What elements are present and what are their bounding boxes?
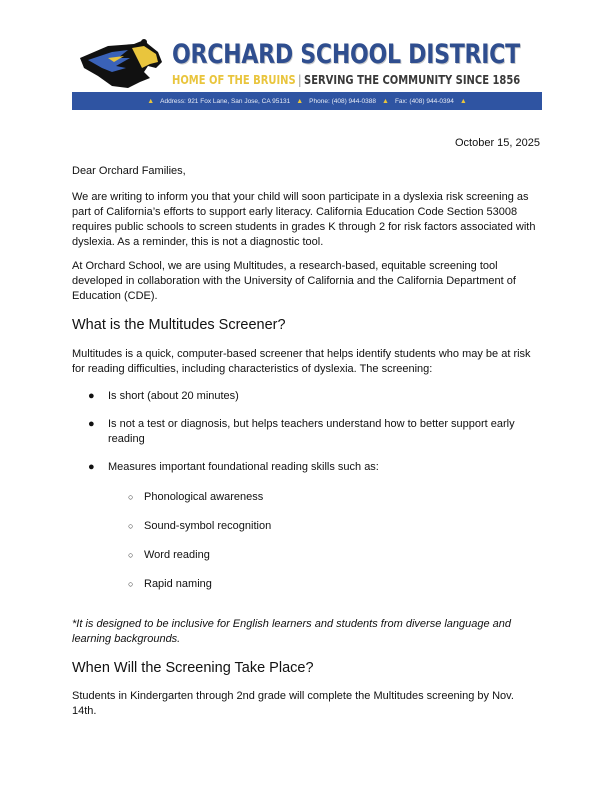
district-title-block <box>172 40 542 88</box>
paragraph-intro <box>72 190 540 250</box>
contact-address: Address: 921 Fox Lane, San Jose, CA 95131 <box>160 97 291 105</box>
sub-bullet-text: Rapid naming <box>144 578 212 590</box>
paragraph-multitudes <box>72 259 540 304</box>
tagline-home: HOME OF THE BRUINS <box>172 73 296 87</box>
paragraph-line: Students in Kindergarten through 2nd grade will complete the Multitudes screening by Nov. <box>72 690 514 702</box>
hollow-bullet-icon: ○ <box>128 521 134 531</box>
paragraph-line: We are writing to inform you that your child will soon participate in a dyslexia risk screening as <box>72 191 529 203</box>
bullet-icon: ● <box>88 461 95 473</box>
bullet-icon: ● <box>88 418 95 430</box>
sub-bullet-text: Word reading <box>144 549 210 561</box>
district-name: ORCHARD SCHOOL DISTRICT <box>172 39 520 70</box>
contact-phone: Phone: (408) 944-0388 <box>309 97 377 105</box>
heading-when: When Will the Screening Take Place? <box>72 660 314 676</box>
bullet-text: Measures important foundational reading skills such as: <box>108 461 379 473</box>
inclusivity-note <box>72 617 540 647</box>
bullet-text: Is not a test or diagnosis, but helps teachers understand how to better support early <box>108 418 515 430</box>
paragraph-line: At Orchard School, we are using Multitudes, a research-based, equitable screening tool <box>72 260 498 272</box>
paragraph-line: Multitudes is a quick, computer-based screener that helps identify students who may be at risk <box>72 348 531 360</box>
hollow-bullet-icon: ○ <box>128 550 134 560</box>
note-line: learning backgrounds. <box>72 633 181 645</box>
paragraph-schedule <box>72 689 540 719</box>
paw-icon: ▲ <box>382 97 389 105</box>
paragraph-line: requires public schools to screen students in grades K through 2 for risk factors associated with <box>72 221 536 233</box>
letter-date: October 15, 2025 <box>454 137 540 149</box>
contact-bar <box>72 92 542 110</box>
heading-what-is: What is the Multitudes Screener? <box>72 317 286 333</box>
paragraph-line: for reading difficulties, including characteristics of dyslexia. The screening: <box>72 363 433 375</box>
tagline <box>172 72 546 88</box>
sub-bullet-text: Phonological awareness <box>144 491 264 503</box>
paragraph-line: Education (CDE). <box>72 290 158 302</box>
paragraph-description <box>72 347 540 377</box>
note-line: *It is designed to be inclusive for English learners and students from diverse language and <box>72 618 512 630</box>
bullet-icon: ● <box>88 390 95 402</box>
bullet-text: reading <box>108 433 145 445</box>
sub-bullet-text: Sound-symbol recognition <box>144 520 272 532</box>
bruin-mascot-logo-icon <box>78 38 164 90</box>
paw-icon: ▲ <box>147 97 155 105</box>
tagline-serving: SERVING THE COMMUNITY SINCE 1856 <box>304 73 521 87</box>
paragraph-line: dyslexia. As a reminder, this is not a diagnostic tool. <box>72 236 324 248</box>
paragraph-line: 14th. <box>72 705 97 717</box>
paw-icon: ▲ <box>459 97 467 105</box>
letterhead <box>72 36 542 110</box>
hollow-bullet-icon: ○ <box>128 492 134 502</box>
paragraph-line: developed in collaboration with the University of California and the California Department of <box>72 275 516 287</box>
paragraph-line: part of California’s efforts to support early literacy. California Education Code Section 53008 <box>72 206 518 218</box>
contact-fax: Fax: (408) 944-0394 <box>394 97 454 105</box>
hollow-bullet-icon: ○ <box>128 579 134 589</box>
salutation: Dear Orchard Families, <box>72 165 186 177</box>
tagline-separator: | <box>298 73 302 87</box>
paw-icon: ▲ <box>296 97 304 105</box>
bullet-text: Is short (about 20 minutes) <box>108 390 239 402</box>
